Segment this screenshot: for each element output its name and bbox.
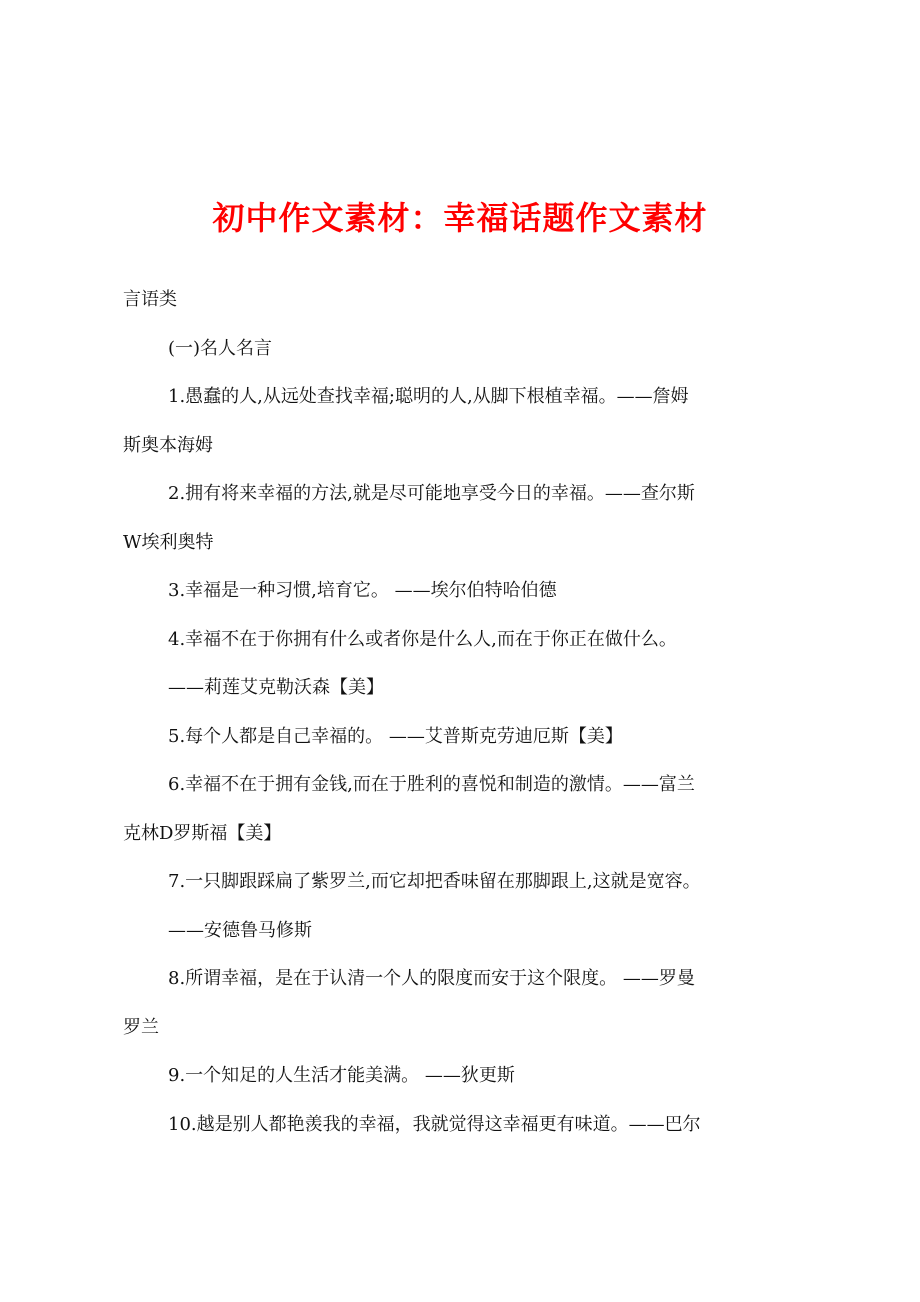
quote-line: 4.幸福不在于你拥有什么或者你是什么人,而在于你正在做什么。 [168,628,677,650]
quote-line: 6.幸福不在于拥有金钱,而在于胜利的喜悦和制造的激情。——富兰 [168,774,695,795]
page-title: 初中作文素材：幸福话题作文素材 [212,199,708,237]
quote-line: ——安德鲁马修斯 [168,919,312,941]
quote-line: 2.拥有将来幸福的方法,就是尽可能地享受今日的幸福。——查尔斯 [168,483,695,504]
quote-line: 1.愚蠢的人,从远处查找幸福;聪明的人,从脚下根植幸福。——詹姆 [168,386,689,407]
quote-line: 10.越是别人都艳羡我的幸福，我就觉得这幸福更有味道。——巴尔 [168,1113,701,1135]
quote-line: W埃利奥特 [123,531,214,553]
quote-line: 克林D罗斯福【美】 [123,822,282,844]
quote-line: 7.一只脚跟踩扁了紫罗兰,而它却把香味留在那脚跟上,这就是宽容。 [168,871,701,892]
quote-line: 斯奥本海姆 [123,434,213,456]
quote-line: 8.所谓幸福，是在于认清一个人的限度而安于这个限度。 ——罗曼 [168,968,695,989]
subsection-label: (一)名人名言 [168,337,273,359]
quote-line: ——莉莲艾克勒沃森【美】 [168,677,384,698]
document-body [123,276,800,1149]
quote-line: 5.每个人都是自己幸福的。 ——艾普斯克劳迪厄斯【美】 [168,725,623,747]
quote-line: 罗兰 [123,1016,159,1038]
section-label: 言语类 [123,289,177,310]
quote-line: 9.一个知足的人生活才能美满。 ——狄更斯 [168,1065,515,1086]
quote-line: 3.幸福是一种习惯,培育它。 ——埃尔伯特哈伯德 [168,580,557,601]
